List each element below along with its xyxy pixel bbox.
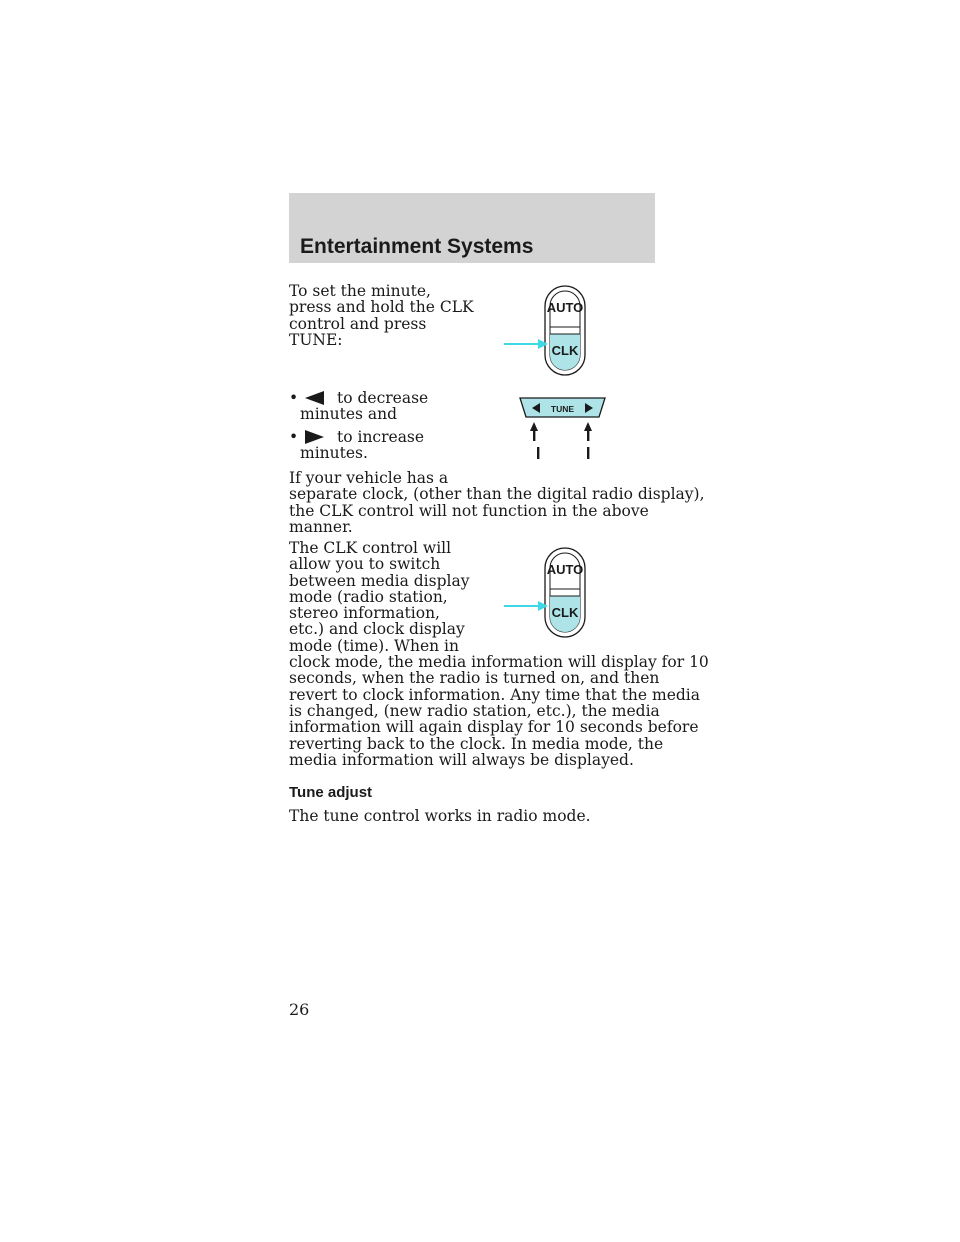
text-line: mode (time). When in xyxy=(289,636,459,655)
text-line: control and press xyxy=(289,314,427,333)
text-line: between media display xyxy=(289,571,470,590)
tune-figure xyxy=(515,395,610,463)
bullet-text-line: to increase xyxy=(337,428,425,446)
text-line: clock mode, the media information will display for 10 xyxy=(289,653,709,672)
separate-clock-paragraph xyxy=(289,470,705,535)
text-line: press and hold the CLK xyxy=(289,298,474,317)
text-line: mode (radio station, xyxy=(289,587,448,606)
section-heading: Tune adjust xyxy=(289,784,373,801)
pointer-arrow-icon xyxy=(584,422,592,431)
bullet-dot: • xyxy=(289,428,299,446)
text-line: is changed, (new radio station, etc.), the media xyxy=(289,701,660,720)
text-line: seconds, when the radio is turned on, and then xyxy=(289,669,660,688)
bullet-text-line: minutes and xyxy=(300,405,398,423)
text-line: If your vehicle has a xyxy=(289,469,449,487)
text-line: TUNE: xyxy=(289,330,343,349)
clk-label: CLK xyxy=(551,605,579,620)
page-number: 26 xyxy=(289,1000,310,1019)
tune-label: TUNE xyxy=(550,404,575,414)
auto-label: AUTO xyxy=(546,300,584,315)
text-line: information will again display for 10 seconds before xyxy=(289,718,699,737)
tune-paragraph: The tune control works in radio mode. xyxy=(289,807,591,825)
clk-mode-paragraph xyxy=(289,540,709,768)
bullet-dot: • xyxy=(289,389,299,407)
bullet-text-line: to decrease xyxy=(337,389,429,407)
text-line: revert to clock information. Any time that the media xyxy=(289,685,700,704)
pointer-arrow-icon xyxy=(530,422,538,431)
bullet-text-line: minutes. xyxy=(300,444,368,462)
text-line: the CLK control will not function in the above xyxy=(289,501,649,520)
text-line: separate clock, (other than the digital radio display), xyxy=(289,485,705,504)
right-triangle-icon xyxy=(305,430,325,444)
intro-paragraph xyxy=(289,283,474,348)
left-triangle-icon xyxy=(305,391,325,405)
text-line: media information will always be displayed. xyxy=(289,750,634,769)
text-line: manner. xyxy=(289,517,353,536)
page-title: Entertainment Systems xyxy=(300,235,534,258)
text-line: The CLK control will xyxy=(289,539,452,557)
auto-clk-figure-1 xyxy=(500,283,590,378)
text-line: To set the minute, xyxy=(289,282,431,300)
text-line: allow you to switch xyxy=(289,555,441,574)
text-line: etc.) and clock display xyxy=(289,620,465,639)
clk-label: CLK xyxy=(551,343,579,358)
text-line: reverting back to the clock. In media mode, the xyxy=(289,734,664,753)
text-line: stereo information, xyxy=(289,604,440,623)
auto-label: AUTO xyxy=(546,562,584,577)
